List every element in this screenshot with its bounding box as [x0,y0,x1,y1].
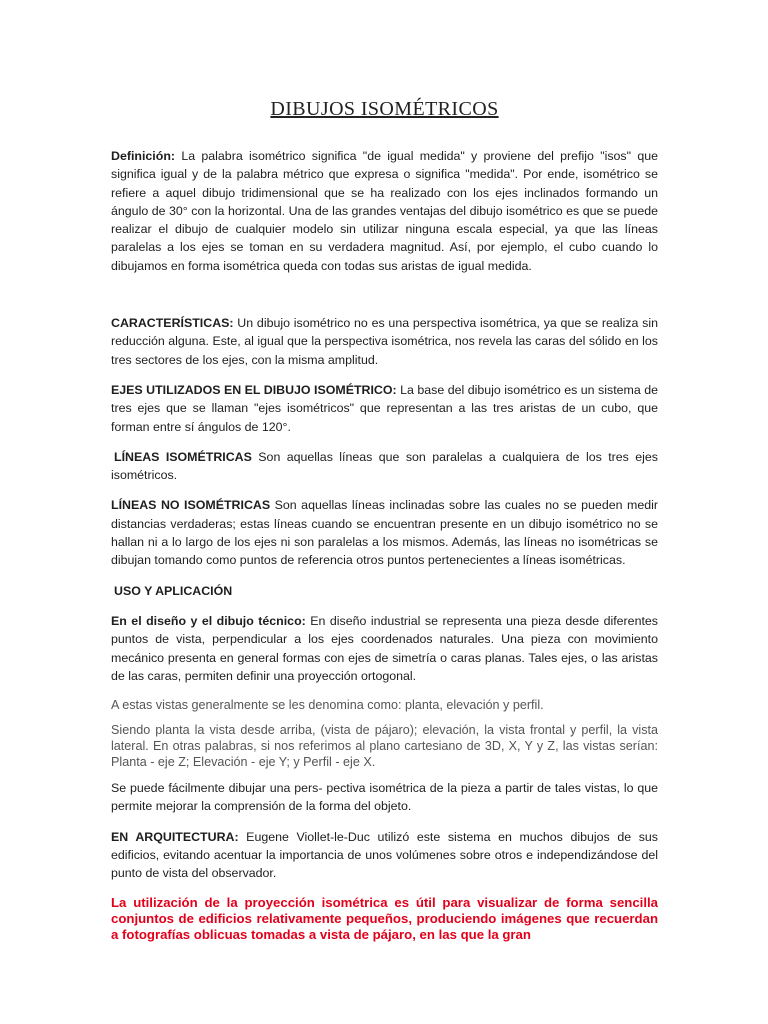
paragraph-caracteristicas [111,314,658,369]
caracteristicas-label: CARACTERÍSTICAS: [111,316,234,331]
paragraph-arquitectura [111,828,658,883]
paragraph-planta: Siendo planta la vista desde arriba, (vista de pájaro); elevación, la vista frontal y perfil, la vista lateral. En otras palabras, si nos referimos al plano cartesiano de 3D, X, Y y Z, las vistas serían: Planta - eje Z; Elevación - eje Y; y Perfil - eje X. [111,723,658,770]
page-title: DIBUJOS ISOMÉTRICOS [270,98,499,120]
arquitectura-label: EN ARQUITECTURA: [111,829,239,844]
paragraph-red-highlight: La utilización de la proyección isométrica es útil para visualizar de forma sencilla conjuntos de edificios relativamente pequeños, produciendo imágenes que recuerdan a fotografías oblicuas tomadas a vista de pájaro, en las que la gran [111,894,658,942]
paragraph-lineas-isometricas [111,448,658,485]
caracteristicas-text: Un dibujo isométrico no es una perspectiva isométrica, ya que se realiza sin reducción alguna. Este, al igual que la perspectiva isométrica, nos revela las caras del sólido en los tres sectores de los ejes, con la misma amplitud. [111,316,658,367]
paragraph-lineas-no-isometricas [111,496,658,569]
lineas-no-iso-text: Son aquellas líneas inclinadas sobre las cuales no se pueden medir distancias verdaderas; estas líneas cuando se encuentran presente en un dibujo isométrico no se hallan ni a lo largo de los ejes ni son paralelas a los mismos. Además, las líneas no isométricas se dibujan tomando como puntos de referencia otros puntos pertenecientes a líneas isométricas. [111,498,658,568]
diseno-text: En diseño industrial se representa una pieza desde diferentes puntos de vista, perpendicular a los ejes coordenados naturales. Una pieza con movimiento mecánico presenta en general formas con ejes de simetría o caras planas. Tales ejes, o las aristas de las caras, permiten definir una proyección ortogonal. [111,613,658,683]
diseno-label: En el diseño y el dibujo técnico: [111,613,306,628]
paragraph-ejes [111,381,658,436]
lineas-no-iso-label: LÍNEAS NO ISOMÉTRICAS [111,498,271,513]
paragraph-perspectiva: Se puede fácilmente dibujar una pers- pectiva isométrica de la pieza a partir de tales vistas, lo que permite mejorar la comprensión de la forma del objeto. [111,781,658,814]
definicion-text: La palabra isométrico significa "de igual medida" y proviene del prefijo "isos" que significa igual y de la palabra métrico que expresa o significa "medida". Por ende, isométrico se refiere a aquel dibujo tridimensional que se ha realizado con los ejes inclinados formando un ángulo de 30° con la horizontal. Una de las grandes ventajas del dibujo isométrico es que se puede realizar el dibujo de cualquier modelo sin utilizar ninguna escala especial, ya que las líneas paralelas a los ejes se toman en su verdadera magnitud. Así, por ejemplo, el cubo cuando lo dibujamos en forma isométrica queda con todas sus aristas de igual medida. [111,149,658,273]
spacer [111,287,658,314]
definicion-label: Definición: [111,149,176,163]
lineas-iso-label: LÍNEAS ISOMÉTRICAS [114,449,252,464]
ejes-label: EJES UTILIZADOS EN EL DIBUJO ISOMÉTRICO: [111,382,397,397]
paragraph-definicion [111,147,658,275]
lineas-iso-text: Son aquellas líneas que son paralelas a cualquiera de los tres ejes isométricos. [111,449,658,483]
ejes-text: La base del dibujo isométrico es un sistema de tres ejes que se llaman "ejes isométricos" que representan a las tres aristas de un cubo, que forman entre sí ángulos de 120°. [111,382,658,434]
heading-uso-aplicacion [111,582,658,600]
paragraph-diseno [111,612,658,685]
uso-heading: USO Y APLICACIÓN [114,583,233,598]
arquitectura-text: Eugene Viollet-le-Duc utilizó este sistema en muchos dibujos de sus edificios, evitando acentuar la importancia de unos volúmenes sobre otros e independizándose del punto de vista del observador. [111,829,658,881]
paragraph-vistas: A estas vistas generalmente se les denomina como: planta, elevación y perfil. [111,698,544,713]
